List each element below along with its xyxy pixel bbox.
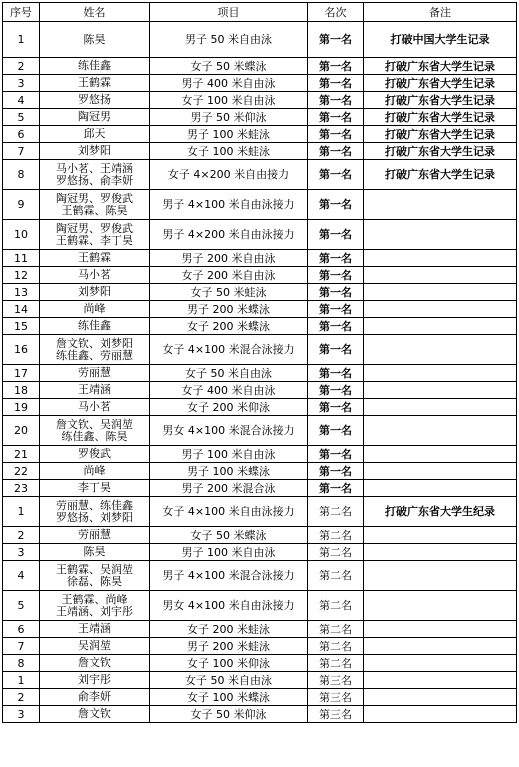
athlete-names — [40, 480, 150, 497]
event-name: 女子 200 米自由泳 — [150, 267, 308, 284]
row-number: 10 — [3, 220, 40, 250]
event-name: 女子 50 米蝶泳 — [150, 527, 308, 544]
table-row — [3, 22, 517, 58]
athlete-names — [40, 143, 150, 160]
event-name: 男子 200 米蛙泳 — [150, 638, 308, 655]
record-note — [364, 267, 517, 284]
athlete-names — [40, 497, 150, 527]
event-name: 男子 400 米自由泳 — [150, 75, 308, 92]
athlete-name-line: 罗悠扬、刘梦阳 — [56, 510, 133, 524]
table-row — [3, 109, 517, 126]
athlete-name-line: 吴润堃 — [78, 639, 111, 652]
record-note — [364, 220, 517, 250]
event-name: 男子 100 米自由泳 — [150, 446, 308, 463]
placement: 第一名 — [308, 160, 364, 190]
table-row — [3, 382, 517, 399]
placement: 第二名 — [308, 638, 364, 655]
placement: 第一名 — [308, 75, 364, 92]
placement: 第一名 — [308, 190, 364, 220]
record-note — [364, 301, 517, 318]
placement: 第一名 — [308, 382, 364, 399]
athlete-name-line: 罗俊武 — [78, 447, 111, 460]
record-note — [364, 621, 517, 638]
results-table — [2, 2, 517, 723]
athlete-names — [40, 591, 150, 621]
placement: 第二名 — [308, 655, 364, 672]
event-name: 女子 200 米蛙泳 — [150, 621, 308, 638]
athlete-name-line: 劳丽慧 — [78, 528, 111, 541]
athlete-name-line: 王靖涵、刘宇彤 — [56, 604, 133, 618]
table-row — [3, 655, 517, 672]
row-number: 21 — [3, 446, 40, 463]
event-name: 男子 100 米自由泳 — [150, 544, 308, 561]
athlete-names — [40, 655, 150, 672]
row-number: 4 — [3, 561, 40, 591]
athlete-name-line: 练佳鑫 — [78, 319, 111, 332]
record-note — [364, 591, 517, 621]
placement: 第三名 — [308, 672, 364, 689]
event-name: 男女 4×100 米自由泳接力 — [150, 591, 308, 621]
row-number: 1 — [3, 22, 40, 58]
athlete-names — [40, 22, 150, 58]
placement: 第二名 — [308, 497, 364, 527]
row-number: 2 — [3, 58, 40, 75]
athlete-name-line: 王鹤霖 — [78, 251, 111, 264]
athlete-name-line: 尚峰 — [83, 464, 106, 477]
athlete-name-line: 李丁昊 — [78, 481, 111, 494]
athlete-names — [40, 160, 150, 190]
table-row — [3, 621, 517, 638]
athlete-names — [40, 672, 150, 689]
athlete-name-line: 王鹤霖 — [78, 76, 111, 89]
record-note: 打破广东省大学生记录 — [364, 109, 517, 126]
event-name: 男子 200 米混合泳 — [150, 480, 308, 497]
record-note: 打破广东省大学生记录 — [364, 160, 517, 190]
row-number: 6 — [3, 126, 40, 143]
event-name: 女子 200 米蝶泳 — [150, 318, 308, 335]
record-note — [364, 527, 517, 544]
event-name: 女子 4×100 米自由泳接力 — [150, 497, 308, 527]
athlete-name-line: 练佳鑫、劳丽慧 — [56, 348, 133, 362]
athlete-names — [40, 75, 150, 92]
event-name: 男子 50 米仰泳 — [150, 109, 308, 126]
table-row — [3, 399, 517, 416]
placement: 第一名 — [308, 143, 364, 160]
table-row — [3, 301, 517, 318]
athlete-name-line: 刘宇彤 — [78, 673, 111, 686]
event-name: 女子 50 米蝶泳 — [150, 58, 308, 75]
athlete-names — [40, 416, 150, 446]
table-row — [3, 58, 517, 75]
athlete-name-line: 陈昊 — [83, 32, 106, 46]
table-row — [3, 463, 517, 480]
athlete-name-line: 邱天 — [83, 127, 106, 140]
event-name: 女子 400 米自由泳 — [150, 382, 308, 399]
placement: 第一名 — [308, 267, 364, 284]
row-number: 8 — [3, 160, 40, 190]
table-row — [3, 706, 517, 723]
athlete-names — [40, 621, 150, 638]
athlete-names — [40, 527, 150, 544]
record-note: 打破广东省大学生记录 — [364, 75, 517, 92]
row-number: 7 — [3, 638, 40, 655]
table-row — [3, 250, 517, 267]
table-body — [3, 22, 517, 723]
placement: 第一名 — [308, 284, 364, 301]
table-row — [3, 190, 517, 220]
table-row — [3, 480, 517, 497]
athlete-name-line: 马小茗 — [78, 400, 111, 413]
record-note — [364, 544, 517, 561]
athlete-name-line: 王鹤霖、吴润堃 — [56, 562, 133, 576]
table-row — [3, 544, 517, 561]
athlete-names — [40, 109, 150, 126]
record-note — [364, 365, 517, 382]
event-name: 女子 50 米仰泳 — [150, 706, 308, 723]
event-name: 男女 4×100 米混合泳接力 — [150, 416, 308, 446]
athlete-name-line: 刘梦阳 — [78, 144, 111, 157]
athlete-name-line: 詹文钦、吴润堃 — [56, 417, 133, 431]
placement: 第三名 — [308, 706, 364, 723]
athlete-name-line: 俞李妍 — [78, 690, 111, 703]
athlete-name-line: 陶冠男、罗俊武 — [56, 191, 133, 205]
athlete-name-line: 练佳鑫 — [78, 59, 111, 72]
placement: 第一名 — [308, 301, 364, 318]
athlete-names — [40, 638, 150, 655]
athlete-names — [40, 284, 150, 301]
athlete-name-line: 王鹤霖、尚峰 — [61, 592, 128, 606]
record-note — [364, 284, 517, 301]
athlete-name-line: 马小茗 — [78, 268, 111, 281]
record-note: 打破广东省大学生记录 — [364, 126, 517, 143]
athlete-names — [40, 382, 150, 399]
placement: 第一名 — [308, 58, 364, 75]
event-name: 男子 100 米蝶泳 — [150, 463, 308, 480]
athlete-names — [40, 399, 150, 416]
row-number: 4 — [3, 92, 40, 109]
athlete-name-line: 陶冠男 — [78, 110, 111, 123]
record-note — [364, 672, 517, 689]
header-no: 序号 — [3, 3, 40, 22]
row-number: 14 — [3, 301, 40, 318]
athlete-name-line: 陶冠男、罗俊武 — [56, 221, 133, 235]
placement: 第一名 — [308, 480, 364, 497]
row-number: 18 — [3, 382, 40, 399]
placement: 第一名 — [308, 365, 364, 382]
row-number: 1 — [3, 497, 40, 527]
athlete-names — [40, 220, 150, 250]
header-note: 备注 — [364, 3, 517, 22]
header-names: 姓名 — [40, 3, 150, 22]
record-note — [364, 638, 517, 655]
row-number: 22 — [3, 463, 40, 480]
event-name: 女子 100 米蛙泳 — [150, 143, 308, 160]
placement: 第二名 — [308, 527, 364, 544]
athlete-names — [40, 446, 150, 463]
table-row — [3, 92, 517, 109]
table-row — [3, 689, 517, 706]
record-note — [364, 655, 517, 672]
record-note: 打破广东省大学生纪录 — [364, 497, 517, 527]
row-number: 15 — [3, 318, 40, 335]
athlete-names — [40, 126, 150, 143]
row-number: 16 — [3, 335, 40, 365]
event-name: 女子 50 米蛙泳 — [150, 284, 308, 301]
header-rank: 名次 — [308, 3, 364, 22]
table-row — [3, 446, 517, 463]
event-name: 女子 50 米自由泳 — [150, 365, 308, 382]
row-number: 17 — [3, 365, 40, 382]
row-number: 3 — [3, 75, 40, 92]
row-number: 6 — [3, 621, 40, 638]
table-row — [3, 638, 517, 655]
table-row — [3, 497, 517, 527]
table-row — [3, 672, 517, 689]
event-name: 女子 200 米仰泳 — [150, 399, 308, 416]
placement: 第二名 — [308, 561, 364, 591]
placement: 第一名 — [308, 463, 364, 480]
athlete-names — [40, 190, 150, 220]
placement: 第一名 — [308, 446, 364, 463]
placement: 第一名 — [308, 416, 364, 446]
record-note: 打破广东省大学生记录 — [364, 143, 517, 160]
record-note — [364, 689, 517, 706]
row-number: 7 — [3, 143, 40, 160]
table-row — [3, 335, 517, 365]
row-number: 13 — [3, 284, 40, 301]
event-name: 男子 200 米蝶泳 — [150, 301, 308, 318]
athlete-name-line: 劳丽慧 — [78, 366, 111, 379]
row-number: 5 — [3, 109, 40, 126]
athlete-name-line: 劳丽慧、练佳鑫 — [56, 498, 133, 512]
table-row — [3, 160, 517, 190]
athlete-name-line: 马小茗、王靖涵 — [56, 161, 133, 175]
athlete-names — [40, 463, 150, 480]
athlete-names — [40, 267, 150, 284]
athlete-name-line: 詹文钦 — [78, 707, 111, 720]
event-name: 男子 50 米自由泳 — [150, 22, 308, 58]
event-name: 男子 4×200 米自由泳接力 — [150, 220, 308, 250]
athlete-names — [40, 689, 150, 706]
event-name: 男子 4×100 米混合泳接力 — [150, 561, 308, 591]
row-number: 20 — [3, 416, 40, 446]
row-number: 2 — [3, 527, 40, 544]
table-row — [3, 591, 517, 621]
record-note — [364, 335, 517, 365]
table-row — [3, 416, 517, 446]
event-name: 女子 100 米自由泳 — [150, 92, 308, 109]
placement: 第一名 — [308, 250, 364, 267]
table-row — [3, 75, 517, 92]
header-row — [3, 3, 517, 22]
athlete-name-line: 詹文钦、刘梦阳 — [56, 336, 133, 350]
table-row — [3, 561, 517, 591]
table-row — [3, 267, 517, 284]
event-name: 女子 50 米自由泳 — [150, 672, 308, 689]
row-number: 5 — [3, 591, 40, 621]
record-note — [364, 190, 517, 220]
athlete-name-line: 陈昊 — [83, 545, 106, 558]
placement: 第一名 — [308, 126, 364, 143]
athlete-names — [40, 706, 150, 723]
event-name: 女子 4×200 米自由接力 — [150, 160, 308, 190]
table-row — [3, 284, 517, 301]
record-note — [364, 480, 517, 497]
placement: 第一名 — [308, 335, 364, 365]
record-note — [364, 382, 517, 399]
record-note: 打破广东省大学生记录 — [364, 92, 517, 109]
athlete-names — [40, 335, 150, 365]
record-note — [364, 318, 517, 335]
table-row — [3, 318, 517, 335]
record-note — [364, 399, 517, 416]
athlete-name-line: 王鹤霖、陈昊 — [61, 203, 128, 217]
record-note — [364, 463, 517, 480]
athlete-name-line: 王靖涵 — [78, 622, 111, 635]
athlete-name-line: 罗悠扬 — [78, 93, 111, 106]
athlete-name-line: 王靖涵 — [78, 383, 111, 396]
athlete-name-line: 尚峰 — [83, 302, 106, 315]
placement: 第三名 — [308, 689, 364, 706]
athlete-names — [40, 301, 150, 318]
athlete-names — [40, 561, 150, 591]
athlete-name-line: 詹文钦 — [78, 656, 111, 669]
event-name: 女子 100 米仰泳 — [150, 655, 308, 672]
header-event: 项目 — [150, 3, 308, 22]
athlete-name-line: 徐磊、陈昊 — [67, 574, 122, 588]
placement: 第一名 — [308, 109, 364, 126]
record-note — [364, 250, 517, 267]
athlete-name-line: 王鹤霖、李丁昊 — [56, 233, 133, 247]
row-number: 2 — [3, 689, 40, 706]
athlete-names — [40, 250, 150, 267]
placement: 第一名 — [308, 399, 364, 416]
athlete-names — [40, 365, 150, 382]
row-number: 3 — [3, 706, 40, 723]
athlete-name-line: 刘梦阳 — [78, 285, 111, 298]
placement: 第二名 — [308, 621, 364, 638]
placement: 第一名 — [308, 92, 364, 109]
table-row — [3, 220, 517, 250]
row-number: 12 — [3, 267, 40, 284]
row-number: 8 — [3, 655, 40, 672]
athlete-names — [40, 92, 150, 109]
athlete-name-line: 练佳鑫、陈昊 — [61, 429, 128, 443]
event-name: 男子 4×100 米自由泳接力 — [150, 190, 308, 220]
event-name: 男子 100 米蛙泳 — [150, 126, 308, 143]
athlete-names — [40, 58, 150, 75]
record-note: 打破中国大学生记录 — [364, 22, 517, 58]
placement: 第一名 — [308, 318, 364, 335]
table-row — [3, 143, 517, 160]
event-name: 男子 200 米自由泳 — [150, 250, 308, 267]
record-note — [364, 706, 517, 723]
record-note: 打破广东省大学生记录 — [364, 58, 517, 75]
record-note — [364, 416, 517, 446]
record-note — [364, 446, 517, 463]
row-number: 1 — [3, 672, 40, 689]
athlete-name-line: 罗悠扬、俞李妍 — [56, 173, 133, 187]
row-number: 9 — [3, 190, 40, 220]
row-number: 11 — [3, 250, 40, 267]
placement: 第二名 — [308, 544, 364, 561]
athlete-names — [40, 318, 150, 335]
row-number: 3 — [3, 544, 40, 561]
event-name: 女子 100 米蝶泳 — [150, 689, 308, 706]
athlete-names — [40, 544, 150, 561]
table-row — [3, 527, 517, 544]
event-name: 女子 4×100 米混合泳接力 — [150, 335, 308, 365]
record-note — [364, 561, 517, 591]
row-number: 19 — [3, 399, 40, 416]
table-header — [3, 3, 517, 22]
row-number: 23 — [3, 480, 40, 497]
table-row — [3, 365, 517, 382]
table-row — [3, 126, 517, 143]
placement: 第二名 — [308, 591, 364, 621]
placement: 第一名 — [308, 220, 364, 250]
placement: 第一名 — [308, 22, 364, 58]
